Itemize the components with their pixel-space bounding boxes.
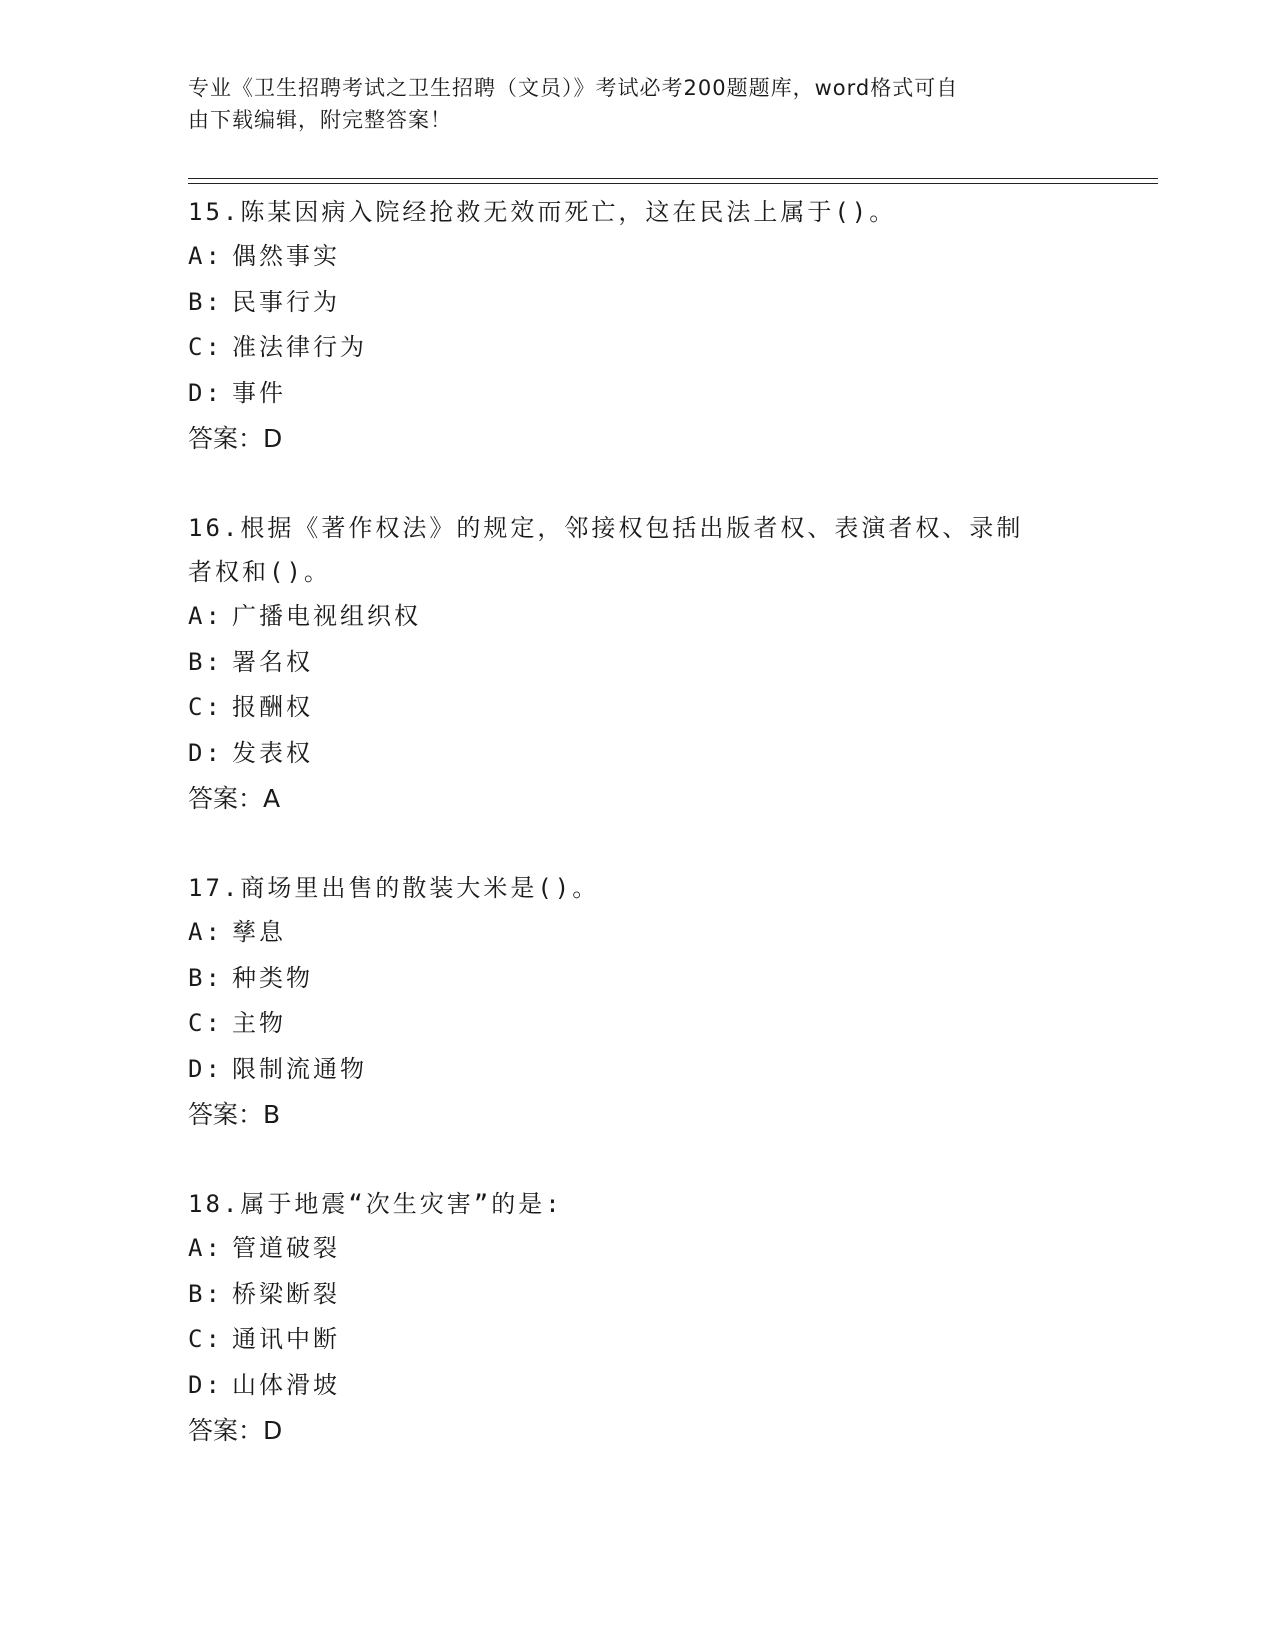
answer-line: 答案：B [188,1100,281,1129]
question-item-16 [188,506,1088,822]
option-a [188,1226,1088,1272]
option-c [188,685,1088,731]
option-text: 山体滑坡 [232,1370,340,1399]
option-letter: B: [188,963,223,992]
option-text: 管道破裂 [232,1234,340,1262]
option-text: 事件 [232,378,286,407]
option-b [188,956,1088,1002]
option-d [188,731,1088,777]
option-a [188,910,1088,956]
option-text: 限制流通物 [232,1054,367,1083]
answer-line: 答案：D [188,1416,283,1445]
option-text: 桥梁断裂 [232,1279,340,1308]
option-letter: D: [188,1054,223,1083]
option-letter: C: [188,693,223,721]
option-d [188,1047,1088,1093]
answer-line: 答案：A [188,784,281,813]
question-stem: 16.根据《著作权法》的规定，邻接权包括出版者权、表演者权、录制 [188,514,1024,542]
question-list [188,190,1088,1498]
option-letter: C: [188,1325,223,1353]
question-item-15 [188,190,1088,462]
option-a [188,594,1088,640]
header-divider-bottom [188,183,1158,184]
option-b [188,1272,1088,1318]
option-text: 署名权 [232,647,313,676]
question-stem-continued: 者权和()。 [188,558,331,586]
option-a [188,234,1088,280]
option-letter: A: [188,918,223,946]
option-letter: C: [188,1009,223,1037]
option-text: 准法律行为 [232,333,367,361]
option-letter: C: [188,333,223,361]
option-text: 民事行为 [232,287,340,316]
question-stem: 17.商场里出售的散装大米是()。 [188,874,600,902]
option-letter: B: [188,1279,223,1308]
option-c [188,1001,1088,1047]
option-b [188,640,1088,686]
option-letter: B: [188,287,223,316]
option-text: 广播电视组织权 [232,602,421,630]
option-letter: D: [188,378,223,407]
header-divider-top [188,178,1158,179]
option-text: 通讯中断 [232,1325,340,1353]
option-letter: B: [188,647,223,676]
option-text: 主物 [232,1009,286,1037]
question-item-18 [188,1182,1088,1454]
option-letter: A: [188,242,223,270]
header-line-2: 由下载编辑，附完整答案！ [188,108,452,132]
option-b [188,280,1088,326]
document-header [188,72,1088,136]
option-letter: D: [188,1370,223,1399]
option-text: 种类物 [232,963,313,992]
option-text: 报酬权 [232,693,313,721]
option-text: 孳息 [232,918,286,946]
option-d [188,371,1088,417]
option-c [188,325,1088,371]
option-letter: A: [188,602,223,630]
question-item-17 [188,866,1088,1138]
question-stem: 15.陈某因病入院经抢救无效而死亡，这在民法上属于()。 [188,198,897,226]
option-letter: A: [188,1234,223,1262]
answer-line: 答案：D [188,424,283,453]
option-text: 发表权 [232,738,313,767]
header-line-1: 专业《卫生招聘考试之卫生招聘（文员）》考试必考200题题库，word格式可自 [188,76,959,100]
option-text: 偶然事实 [232,242,340,270]
question-stem: 18.属于地震“次生灾害”的是: [188,1190,563,1218]
option-d [188,1363,1088,1409]
option-letter: D: [188,738,223,767]
option-c [188,1317,1088,1363]
